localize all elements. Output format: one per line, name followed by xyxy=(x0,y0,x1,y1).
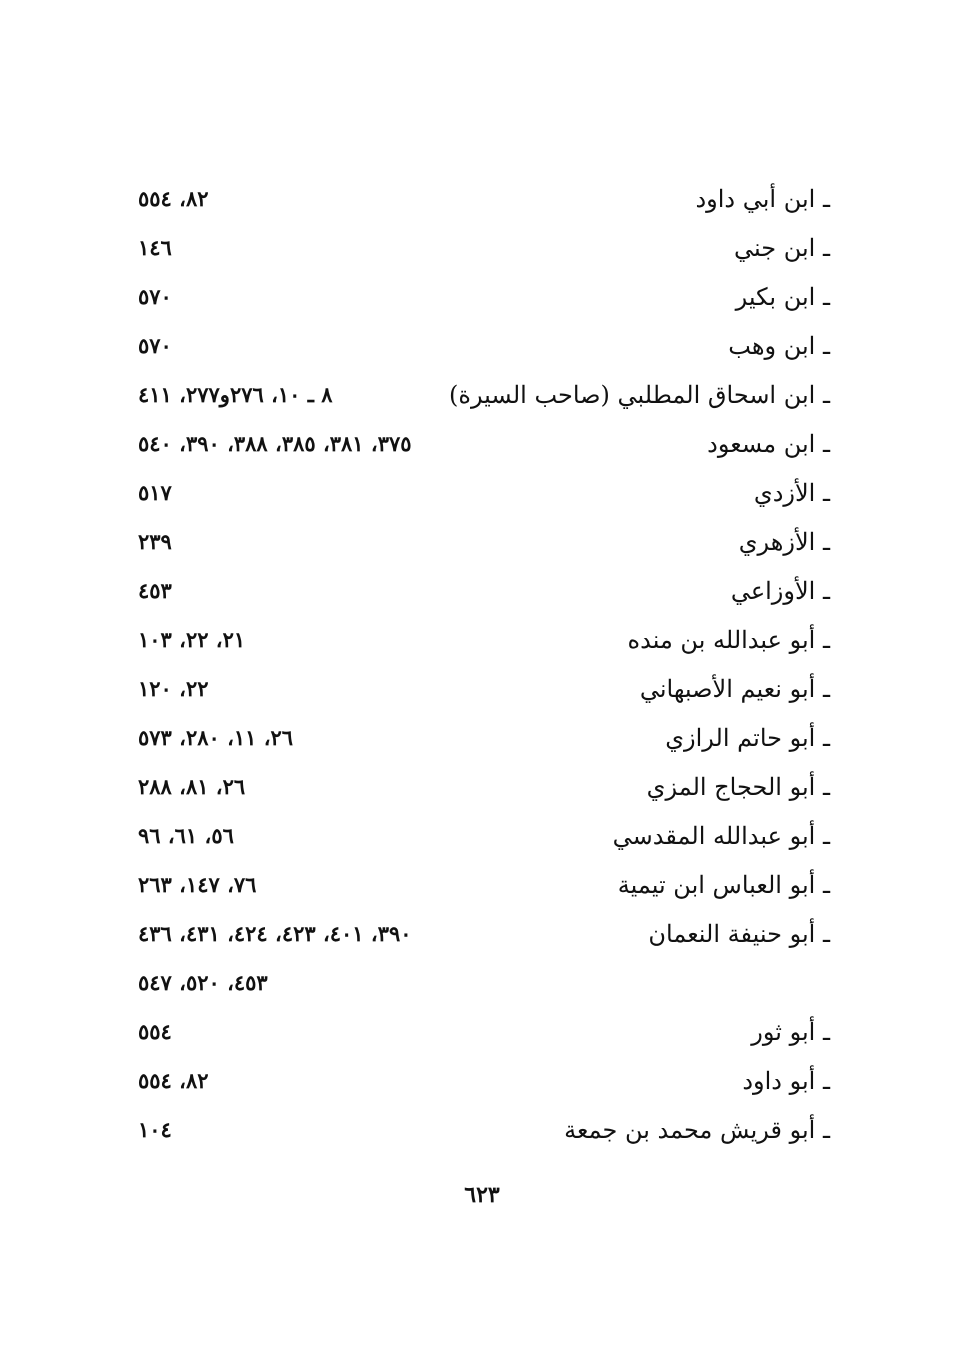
entry-pages: ١٤٦ xyxy=(138,235,172,260)
index-entry xyxy=(130,1008,830,1057)
entry-pages: ٥٦، ٦١، ٩٦ xyxy=(138,823,234,848)
index-entry-continuation xyxy=(130,959,830,1008)
entry-pages: ٢٦، ١١، ٢٨٠، ٥٧٣ xyxy=(138,725,294,750)
entry-name: ـ أبو ثور xyxy=(751,1018,830,1046)
index-entry xyxy=(130,763,830,812)
index-entry xyxy=(130,224,830,273)
entry-pages: ٣٧٥، ٣٨١، ٣٨٥، ٣٨٨، ٣٩٠، ٥٤٠ xyxy=(138,431,412,456)
entry-name: ـ ابن وهب xyxy=(728,332,830,360)
index-entry xyxy=(130,616,830,665)
index-entry xyxy=(130,910,830,959)
index-entry xyxy=(130,322,830,371)
entry-pages: ٣٩٠، ٤٠١، ٤٢٣، ٤٢٤، ٤٣١، ٤٣٦ xyxy=(138,921,412,946)
entry-name: ـ أبو نعيم الأصبهاني xyxy=(639,675,830,703)
entry-name: ـ الأزدي xyxy=(753,479,830,507)
entry-pages: ٥٧٠ xyxy=(138,284,172,309)
index-entry xyxy=(130,273,830,322)
entry-name: ـ أبو حاتم الرازي xyxy=(665,724,830,752)
entry-name: ـ الأزهري xyxy=(738,528,830,556)
index-entry xyxy=(130,518,830,567)
index-entry xyxy=(130,567,830,616)
entry-name: ـ أبو العباس ابن تيمية xyxy=(617,871,830,899)
entry-pages: ٥٧٠ xyxy=(138,333,172,358)
entry-name: ـ ابن جني xyxy=(734,234,830,262)
index-entry xyxy=(130,371,830,420)
index-entry xyxy=(130,714,830,763)
index-entry xyxy=(130,665,830,714)
entry-name: ـ أبو داود xyxy=(742,1067,830,1095)
entry-name: ـ ابن مسعود xyxy=(707,430,830,458)
index-entry xyxy=(130,1057,830,1106)
entry-pages: ٨٢، ٥٥٤ xyxy=(138,1068,209,1093)
index-entry xyxy=(130,812,830,861)
entry-name: ـ أبو حنيفة النعمان xyxy=(648,920,830,948)
entry-name: ـ أبو عبدالله بن منده xyxy=(627,626,830,654)
entry-name: ـ ابن أبي داود xyxy=(695,185,830,213)
entry-name: ـ ابن بكير xyxy=(735,283,830,311)
index-entry xyxy=(130,861,830,910)
entry-pages: ٥١٧ xyxy=(138,480,172,505)
index-entry xyxy=(130,469,830,518)
index-entry xyxy=(130,1106,830,1155)
entry-pages: ٨٢، ٥٥٤ xyxy=(138,186,209,211)
name-index-list xyxy=(130,175,830,1155)
index-entry xyxy=(130,420,830,469)
entry-pages: ٨ ـ ١٠، ٢٧٦و٢٧٧، ٤١١ xyxy=(138,382,333,407)
entry-pages: ٢٣٩ xyxy=(138,529,172,554)
entry-pages: ٢٢، ١٢٠ xyxy=(138,676,209,701)
index-entry xyxy=(130,175,830,224)
entry-name: ـ أبو الحجاج المزي xyxy=(646,773,830,801)
entry-pages: ٤٥٣، ٥٢٠، ٥٤٧ xyxy=(138,970,268,995)
entry-pages: ٤٥٣ xyxy=(138,578,172,603)
entry-pages: ٢٦، ٨١، ٢٨٨ xyxy=(138,774,246,799)
entry-pages: ٢١، ٢٢، ١٠٣ xyxy=(138,627,246,652)
entry-pages: ٥٥٤ xyxy=(138,1019,172,1044)
entry-name: ـ أبو قريش محمد بن جمعة xyxy=(564,1116,830,1144)
page-number: ٦٢٣ xyxy=(464,1182,500,1208)
entry-name: ـ أبو عبدالله المقدسي xyxy=(612,822,830,850)
entry-pages: ١٠٤ xyxy=(138,1117,172,1142)
entry-pages: ٧٦، ١٤٧، ٢٦٣ xyxy=(138,872,257,897)
entry-name: ـ الأوزاعي xyxy=(730,577,830,605)
entry-name: ـ ابن اسحاق المطلبي (صاحب السيرة) xyxy=(449,381,830,409)
